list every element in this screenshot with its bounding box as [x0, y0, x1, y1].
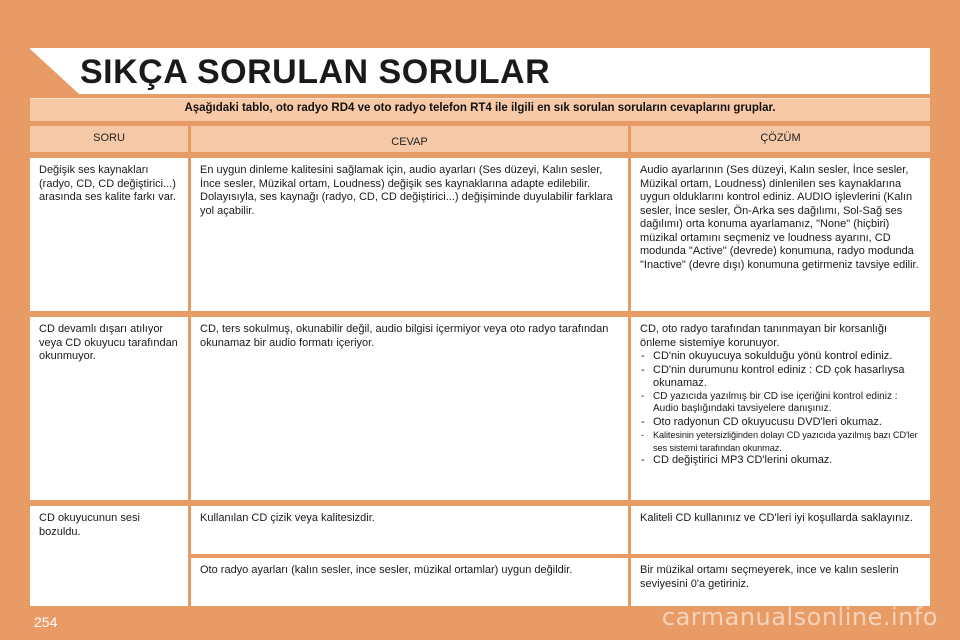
list-item: - CD'nin okuyucuya sokulduğu yönü kontrol ediniz.: [640, 350, 921, 364]
list-item: - CD değiştirici MP3 CD'lerini okumaz.: [640, 454, 921, 468]
row4-cozum: [631, 558, 930, 606]
row1-cevap: [191, 158, 628, 311]
row1-cozum-text: Audio ayarlarının (Ses düzeyi, Kalın sesler, İnce sesler, Müzikal ortam, Loudness) dinlenilen ses kaynaklarına uygun olduklarını kontrol ediniz. AUDIO işlevlerini (Kalın sesler, İnce sesler, Ön-Arka ses dağılımı, Sol-Sağ ses dağılımı) orta konuma ayarlamanız, "None" (hiçbiri) müzikal ortamını seçmeniz ve loudness ayarını, CD modunda "Active" (devrede) konumuna, radyo modunda "Inactive" (devre dışı) konumuna getirmeniz tavsiye edilir.: [640, 164, 919, 271]
row1-cevap-text: En uygun dinleme kalitesini sağlamak için, audio ayarları (Ses düzeyi, Kalın sesler, İnce sesler, Müzikal ortam, Loudness) değişik ses kaynaklarına adapte edilebilir. Dolayısıyla, ses kaynağı (radyo, CD, CD değiştirici...) değişiminde duyulabilir farklara yol açabilir.: [200, 164, 613, 217]
row3-soru-text: CD okuyucunun sesi bozuldu.: [39, 512, 140, 538]
header-cevap-label: CEVAP: [391, 136, 428, 148]
row3-soru: [30, 506, 188, 606]
title-banner: [30, 48, 930, 94]
row2-cozum: [631, 317, 930, 500]
row2-cozum-intro: CD, oto radyo tarafından tanınmayan bir korsanlığı önleme sistemiye korunuyor.: [640, 323, 888, 349]
header-cozum: [631, 126, 930, 152]
row4-cevap: [191, 558, 628, 606]
row2-cozum-list: [640, 350, 921, 468]
header-soru: [30, 126, 188, 152]
page-title: SIKÇA SORULAN SORULAR: [80, 53, 551, 91]
row3-cozum-text: Kaliteli CD kullanınız ve CD'leri iyi koşullarda saklayınız.: [640, 512, 913, 524]
row2-cevap: [191, 317, 628, 500]
subtitle-bar: [30, 98, 930, 121]
row4-cevap-text: Oto radyo ayarları (kalın sesler, ince sesler, müzikal ortamlar) uygun değildir.: [200, 564, 573, 576]
row3-cevap: [191, 506, 628, 554]
list-item: - Oto radyonun CD okuyucusu DVD'leri okumaz.: [640, 416, 921, 430]
list-item: - CD yazıcıda yazılmış bir CD ise içeriğini kontrol ediniz : Audio başlığındaki tavsiyelere danışınız.: [640, 391, 921, 416]
header-cozum-label: ÇÖZÜM: [760, 132, 801, 144]
row3-cevap-text: Kullanılan CD çizik veya kalitesizdir.: [200, 512, 375, 524]
row1-soru-text: Değişik ses kaynakları (radyo, CD, CD değiştirici...) arasında ses kalite farkı var.: [39, 164, 176, 203]
header-cevap: [191, 126, 628, 152]
header-soru-label: SORU: [93, 132, 125, 144]
watermark: carmanualsonline.info: [661, 603, 938, 631]
page-number: 254: [34, 614, 58, 630]
subtitle: Aşağıdaki tablo, oto radyo RD4 ve oto radyo telefon RT4 ile ilgili en sık sorulan soruların cevaplarını gruplar.: [184, 102, 776, 114]
row2-soru-text: CD devamlı dışarı atılıyor veya CD okuyucu tarafından okunmuyor.: [39, 323, 178, 362]
row3-cozum: [631, 506, 930, 554]
row2-cevap-text: CD, ters sokulmuş, okunabilir değil, audio bilgisi içermiyor veya oto radyo tarafından okunamaz bir audio formatı içeriyor.: [200, 323, 609, 349]
row1-soru: [30, 158, 188, 311]
list-item: - Kalitesinin yetersizliğinden dolayı CD yazıcıda yazılmış bazı CD'ler ses sistemi tarafından okunmaz.: [640, 429, 921, 454]
row2-soru: [30, 317, 188, 500]
list-item: - CD'nin durumunu kontrol ediniz : CD çok hasarlıysa okunamaz.: [640, 364, 921, 391]
row1-cozum: [631, 158, 930, 311]
row4-cozum-text: Bir müzikal ortamı seçmeyerek, ince ve kalın seslerin seviyesini 0'a getiriniz.: [640, 564, 899, 590]
